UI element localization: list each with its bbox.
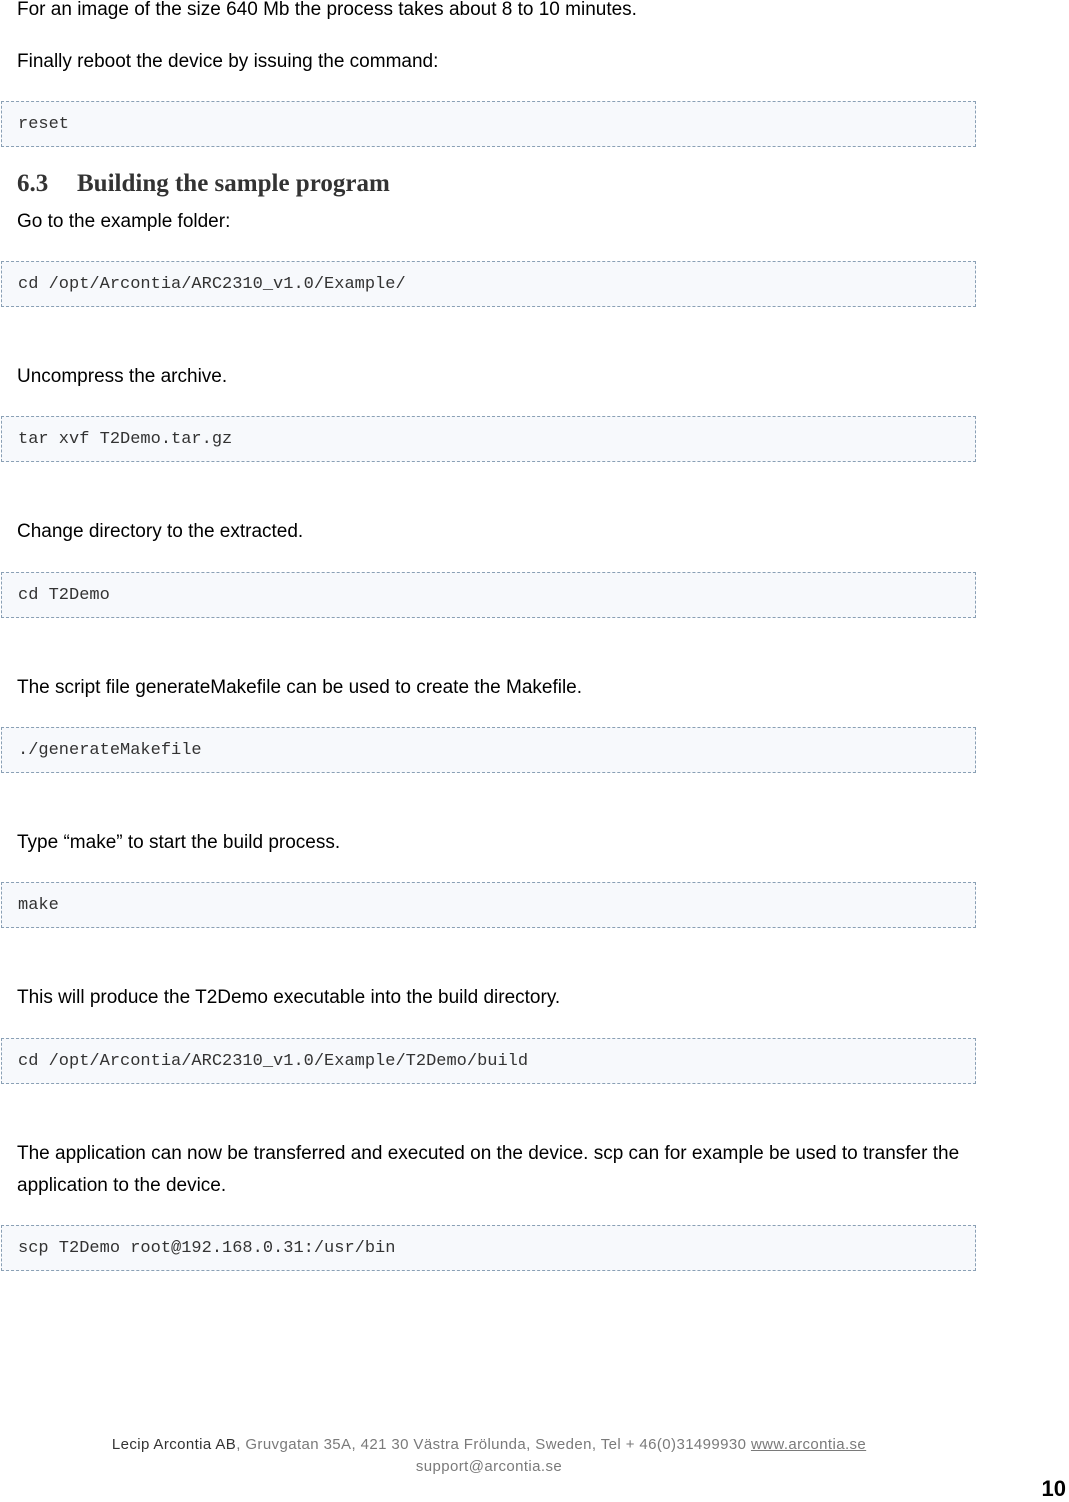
code-text: cd T2Demo (18, 586, 110, 605)
code-block-reset (1, 101, 976, 147)
paragraph-transfer: The application can now be transferred and executed on the device. scp can for example be used to transfer the application to the device. (17, 1143, 960, 1196)
footer-line-1 (0, 1434, 978, 1456)
page-number: 10 (1041, 1476, 1066, 1501)
code-text: make (18, 896, 59, 915)
footer-website-link[interactable]: www.arcontia.se (750, 1436, 867, 1453)
paragraph-change-directory: Change directory to the extracted. (17, 521, 304, 542)
code-block-cd-example (1, 261, 976, 307)
footer-company: Lecip Arcontia AB (111, 1436, 237, 1453)
page-footer (0, 1434, 978, 1478)
paragraph-go-to-folder: Go to the example folder: (17, 211, 231, 232)
paragraph-reboot: Finally reboot the device by issuing the command: (17, 51, 439, 72)
footer-email: support@arcontia.se (415, 1458, 563, 1475)
paragraph-type-make: Type “make” to start the build process. (17, 832, 341, 853)
code-text: scp T2Demo root@192.168.0.31:/usr/bin (18, 1239, 396, 1258)
paragraph-produce-executable: This will produce the T2Demo executable into the build directory. (17, 987, 561, 1008)
code-block-tar (1, 416, 976, 462)
code-text: tar xvf T2Demo.tar.gz (18, 430, 233, 449)
footer-address: , Gruvgatan 35A, 421 30 Västra Frölunda, Sweden, Tel + 46(0)31499930 (236, 1436, 751, 1453)
section-heading (17, 170, 390, 198)
paragraph-generate-makefile: The script file generateMakefile can be used to create the Makefile. (17, 677, 583, 698)
code-block-generate-makefile (1, 727, 976, 773)
paragraph-uncompress: Uncompress the archive. (17, 366, 228, 387)
section-number: 6.3 (17, 170, 49, 197)
code-text: cd /opt/Arcontia/ARC2310_v1.0/Example/ (18, 275, 406, 294)
code-block-make (1, 882, 976, 928)
code-block-scp (1, 1225, 976, 1271)
code-block-cd-build (1, 1038, 976, 1084)
code-text: reset (18, 115, 70, 134)
section-title: Building the sample program (77, 170, 390, 197)
code-text: ./generateMakefile (18, 741, 202, 760)
code-text: cd /opt/Arcontia/ARC2310_v1.0/Example/T2Demo/build (18, 1052, 529, 1071)
paragraph-image-duration: For an image of the size 640 Mb the process takes about 8 to 10 minutes. (17, 0, 637, 20)
code-block-cd-t2demo (1, 572, 976, 618)
